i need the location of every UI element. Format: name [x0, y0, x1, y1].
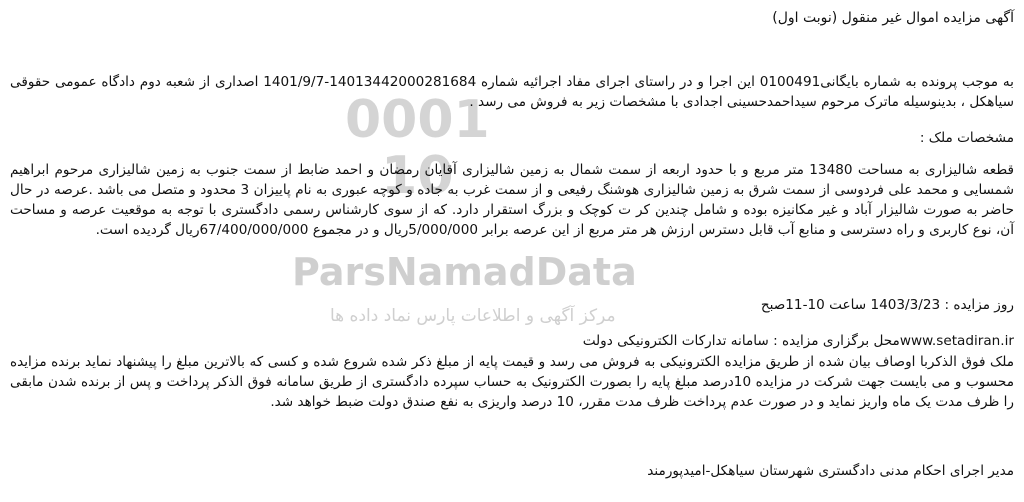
auction-rules: ملک فوق الذکربا اوصاف بیان شده از طریق مزایده الکترونیکی به فروش می رسد و قیمت پایه از مبلغ ذکر شده شروع شده و کسی که بالاترین مبلغ را پیشنهاد نماید برنده مزایده محسوب و می بایست جهت شرکت در مزایده 10درصد مبلغ پایه را بصورت الکترونیک به حساب سپرده دادگستری از طریق سامانه فوق الذکر پرداخت و پس از برنده شدن مابقی را ظرف مدت یک ماه واریز نماید و در صورت عدم پرداخت ظرف مدت مقرر، 10 درصد واریزی به نفع صندق دولت ضبط خواهد شد.	[10, 354, 1014, 410]
watermark-number-text: 0001 10	[345, 90, 490, 206]
auction-venue	[10, 331, 1014, 351]
notice-title: آگهی مزایده اموال غیر منقول (نوبت اول)	[772, 10, 1014, 26]
notice-intro: به موجب پرونده به شماره بایگانی0100491 این اجرا و در راستای اجرای مفاد اجرائیه شماره 14013442000281684-1401/9/7 اصداری از شعبه دوم دادگاه عمومی حقوقی سیاهکل ، بدینوسیله ماترک مرحوم سیداحمدحسینی اجدادی با مشخصات زیر به فروش می رسد .	[10, 74, 1014, 110]
venue-label: محل برگزاری مزایده : سامانه تدارکات الکترونیکی دولت	[582, 333, 900, 349]
notice-signer: مدیر اجرای احکام مدنی دادگستری شهرستان سیاهکل-امیدپورمند	[647, 463, 1014, 479]
spec-body: قطعه شالیزاری به مساحت 13480 متر مربع و با حدود اربعه از سمت شمال به زمین شالیزاری آقایان رمضان و احمد ضابط از سمت جنوب به زمین شالیزاری مرحوم ابراهیم شمسایی و محمد علی فردوسی از سمت شرق به زمین شالیزاری هوشنگ رفیعی و از سمت غرب به جاده و کوچه عبوری به نام پاییزان 3 محدود و متصل می باشد .عرصه در حال حاضر به صورت شالیزار آباد و غیر مکانیزه بوده و شامل چندین کر ت کوچک و بزرگ استقرار دارد. که از سوی کارشناس رسمی دادگستری با توجه به موقعیت عرصه و مساحت آن، نوع کاربری و راه دسترسی و منابع آب قابل دسترس ارزش هر متر مربع از این عرصه برابر 5/000/000ریال و در مجموع 67/400/000/000ریال گردیده است.	[10, 162, 1014, 238]
venue-url-link[interactable]: www.setadiran.ir	[899, 333, 1014, 349]
watermark-brand: ParsNamadData	[292, 250, 637, 294]
spec-heading: مشخصات ملک :	[919, 130, 1014, 146]
watermark-tagline: مرکز آگهی و اطلاعات پارس نماد داده ها	[330, 306, 616, 326]
auction-date: روز مزایده : 1403/3/23 ساعت 10-11صبح	[760, 297, 1014, 313]
